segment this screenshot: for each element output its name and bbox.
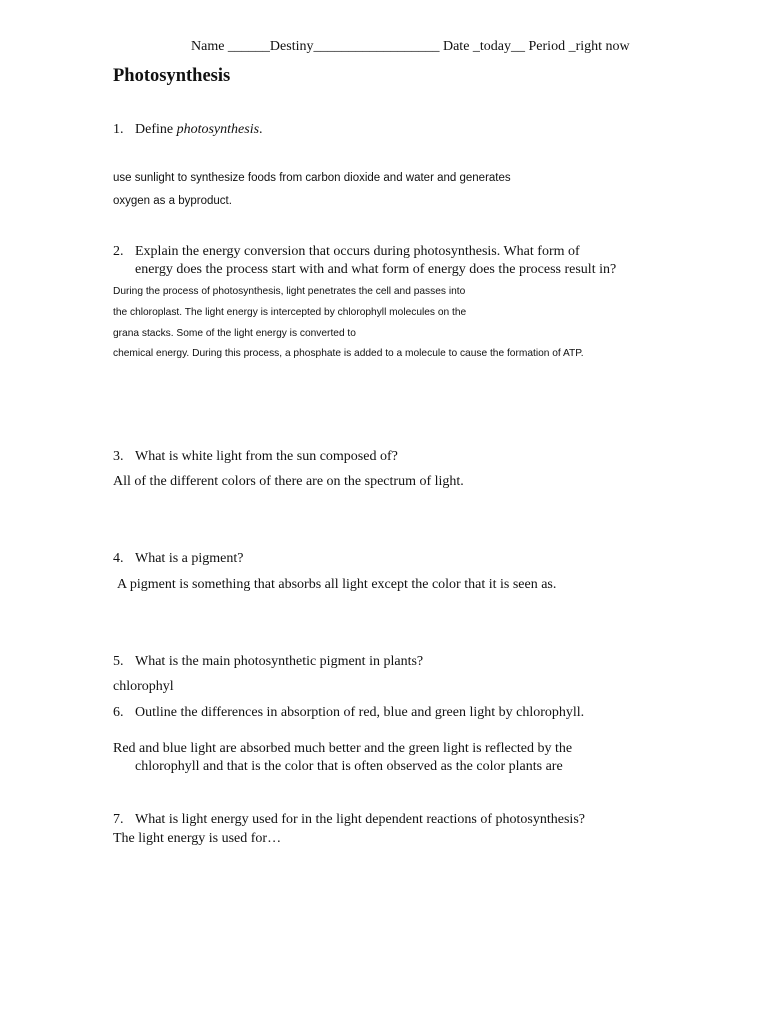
question-1-prefix: Define [135, 122, 177, 137]
question-2-line-1 [113, 245, 580, 259]
question-4-text: What is a pigment? [135, 551, 244, 566]
answer-5: chlorophyl [113, 679, 174, 694]
question-4-number: 4. [113, 551, 124, 566]
answer-2-line-4: chemical energy. During this process, a phosphate is added to a molecule to cause the formation of ATP. [113, 348, 584, 359]
answer-4: A pigment is something that absorbs all light except the color that it is seen as. [117, 577, 557, 592]
question-5-text: What is the main photosynthetic pigment in plants? [135, 654, 424, 669]
question-7-number: 7. [113, 812, 124, 827]
question-2-text-1: Explain the energy conversion that occurs during photosynthesis. What form of [135, 244, 580, 259]
answer-2-line-3: grana stacks. Some of the light energy is converted to [113, 328, 356, 339]
question-6-text: Outline the differences in absorption of red, blue and green light by chlorophyll. [135, 705, 585, 720]
question-5-number: 5. [113, 654, 124, 669]
question-5 [113, 655, 423, 669]
answer-6-line-1: Red and blue light are absorbed much better and the green light is reflected by the [113, 741, 573, 756]
answer-3: All of the different colors of there are on the spectrum of light. [113, 474, 464, 489]
question-2-number: 2. [113, 244, 124, 259]
answer-1-line-2: oxygen as a byproduct. [113, 195, 232, 207]
page-title: Photosynthesis [113, 66, 231, 86]
answer-7: The light energy is used for… [113, 831, 282, 846]
question-6 [113, 706, 584, 720]
header-info: Name ______Destiny__________________ Date _today__ Period _right now [191, 39, 630, 54]
question-4 [113, 552, 243, 566]
question-7-text: What is light energy used for in the light dependent reactions of photosynthesis? [135, 812, 585, 827]
answer-6-line-2: chlorophyll and that is the color that is often observed as the color plants are [135, 759, 563, 774]
question-3 [113, 450, 398, 464]
question-2-line-2: energy does the process start with and what form of energy does the process result in? [135, 262, 617, 277]
answer-2-line-1: During the process of photosynthesis, light penetrates the cell and passes into [113, 286, 466, 297]
answer-1-line-1: use sunlight to synthesize foods from carbon dioxide and water and generates [113, 172, 511, 184]
question-3-number: 3. [113, 449, 124, 464]
answer-2-line-2: the chloroplast. The light energy is intercepted by chlorophyll molecules on the [113, 307, 467, 318]
question-1-number: 1. [113, 122, 124, 137]
question-1 [113, 123, 263, 137]
question-1-suffix: . [259, 122, 263, 137]
question-1-term: photosynthesis [176, 122, 260, 137]
question-3-text: What is white light from the sun composed of? [135, 449, 398, 464]
question-6-number: 6. [113, 705, 124, 720]
question-7 [113, 813, 585, 827]
